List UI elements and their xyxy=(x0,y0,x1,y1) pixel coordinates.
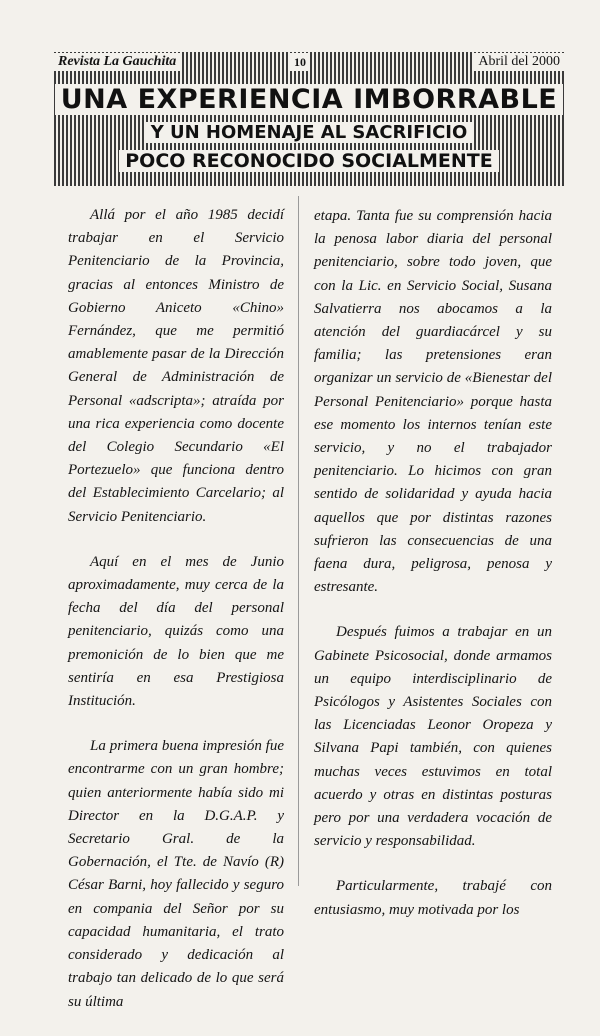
magazine-name: Revista La Gauchita xyxy=(54,53,180,71)
page-number: 10 xyxy=(290,53,310,71)
title-block xyxy=(54,74,564,186)
right-column xyxy=(314,205,552,944)
paragraph: Aquí en el mes de Junio aproximadamente, muy cerca de la fecha del día del personal penitenciario, quizás como una premonición de lo bien que me sentiría en esa Prestigiosa Institución. xyxy=(68,553,284,710)
article-title: UNA EXPERIENCIA IMBORRABLE xyxy=(54,84,564,115)
column-divider xyxy=(298,196,299,886)
paragraph: Allá por el año 1985 decidí trabajar en el Servicio Penitenciario de la Provincia, gracias al entonces Ministro de Gobierno Aniceto «Chino» Fernández, que me permitió amablemente pasar de la Dirección General de Administración de Personal «adscripta»; atraída por una rica experiencia como docente del Colegio Secundario «El Portezuelo» que funciona dentro del Establecimiento Carcelario; al Servicio Penitenciario. xyxy=(68,207,284,525)
article-subtitle-line2: POCO RECONOCIDO SOCIALMENTE xyxy=(54,150,564,172)
page-header xyxy=(54,52,564,74)
left-column xyxy=(68,204,284,1036)
paragraph: Particularmente, trabajé con entusiasmo, muy motivada por los xyxy=(314,878,552,918)
paragraph: etapa. Tanta fue su comprensión hacia la penosa labor diaria del personal penitenciario, sobre todo joven, que con la Lic. en Servicio Social, Susana Salvatierra nos abocamos a la atención del guardiacárcel y su familia; las pretensiones eran organizar un servicio de «Bienestar del Personal Penitenciario» porque hasta ese momento los internos tenían este servicio, y no el trabajador penitenciario. Lo hicimos con gran sentido de solidaridad y ayuda hacia aquellos que por distintas razones sufrieron las consecuencias de una faena dura, peligrosa, penosa y estresante. xyxy=(314,208,552,596)
issue-date: Abril del 2000 xyxy=(474,53,564,71)
paragraph: La primera buena impresión fue encontrarme con un gran hombre; quien anteriormente había sido mi Director en la D.G.A.P. y Secretario Gral. de la Gobernación, el Tte. de Navío (R) César Barni, hoy fallecido y seguro en compania del Señor por su capacidad humanitaria, el trato considerado y dedicación al trabajo tan delicado de lo que será su última xyxy=(68,738,284,1010)
paragraph: Después fuimos a trabajar en un Gabinete Psicosocial, donde armamos un equipo interdisciplinario de Psicólogos y Asistentes Sociales con las Licenciadas Leonor Oropeza y Silvana Papi también, con quienes muchas veces estuvimos en total acuerdo y otras en distintas posturas pero por una verdadera vocación de servicio y responsabilidad. xyxy=(314,624,552,850)
article-subtitle-line1: Y UN HOMENAJE AL SACRIFICIO xyxy=(54,122,564,143)
